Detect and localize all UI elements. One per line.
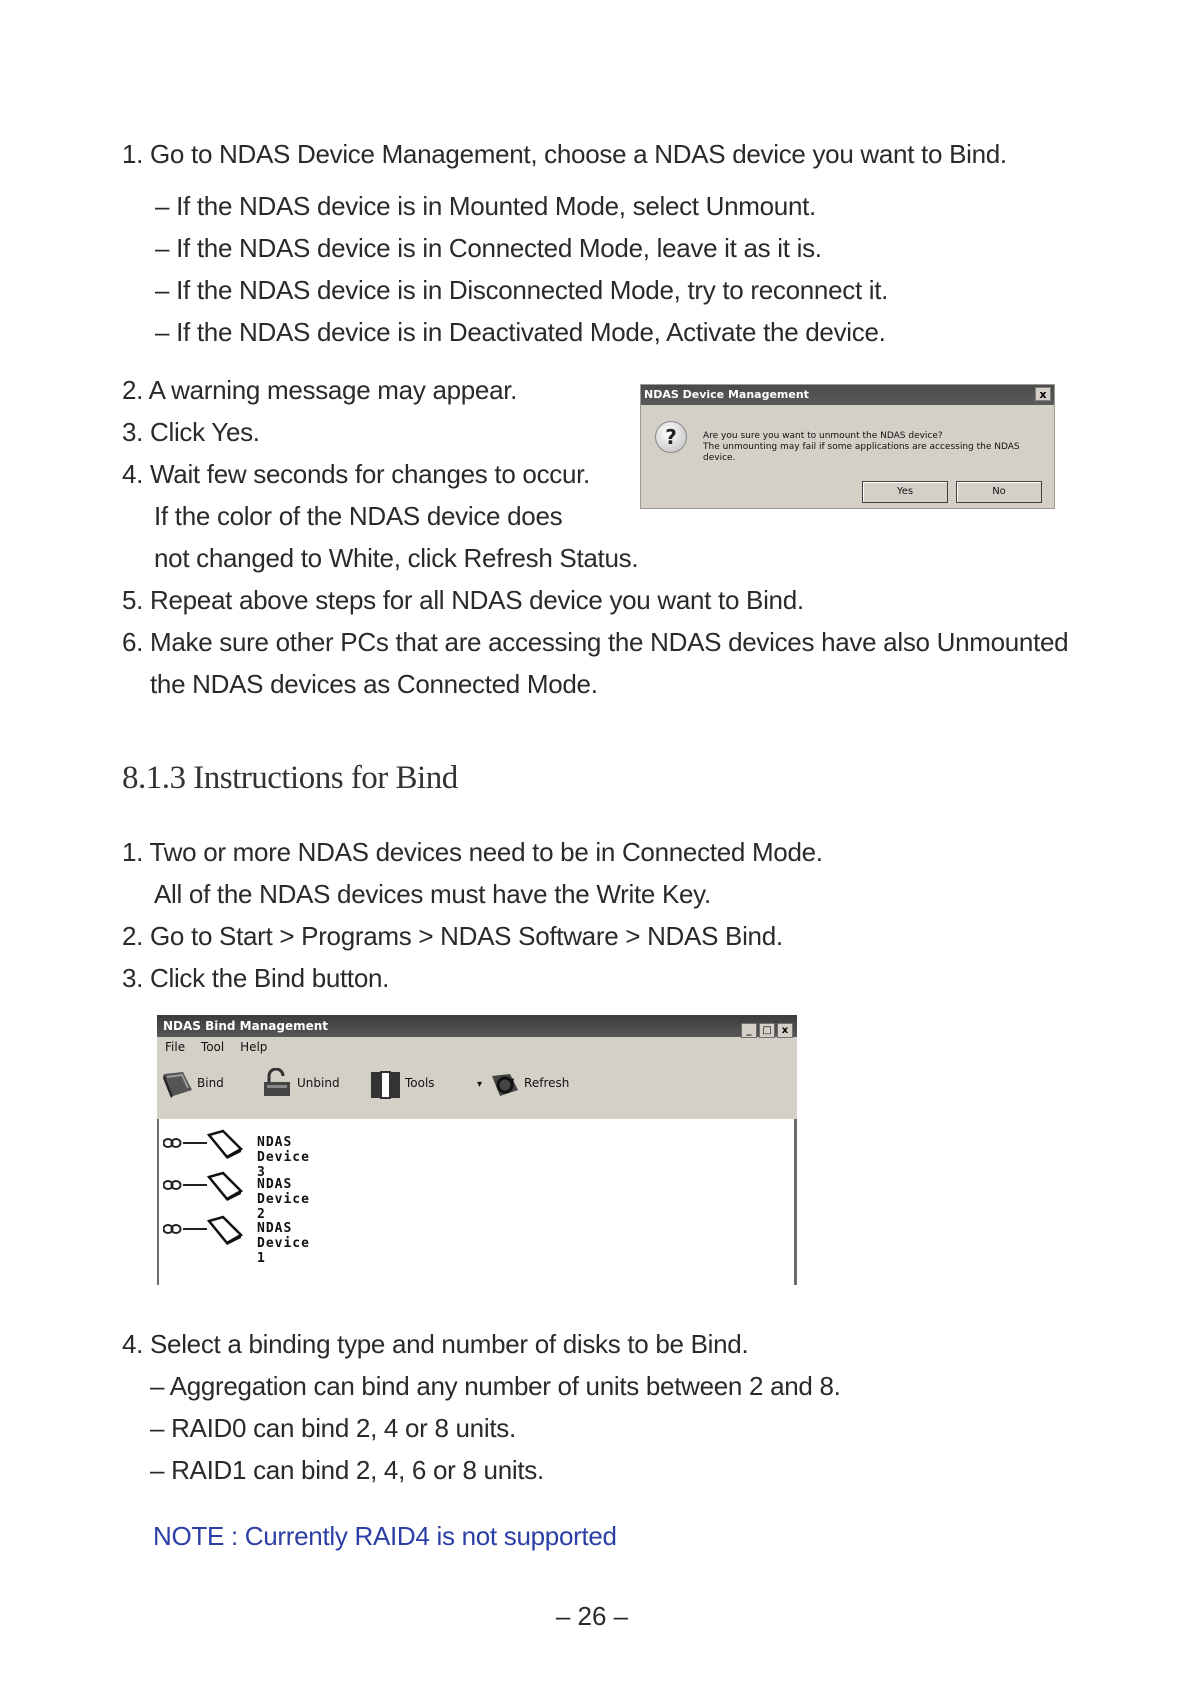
bullet-raid0: – RAID0 can bind 2, 4 or 8 units.	[150, 1413, 516, 1443]
bullet-deactivated: – If the NDAS device is in Deactivated Mode, Activate the device.	[155, 317, 886, 347]
bind-management-window	[157, 1015, 797, 1285]
refresh-icon	[488, 1068, 522, 1100]
bind-icon	[161, 1068, 195, 1100]
connector-line	[183, 1142, 207, 1145]
dialog-message-line-2: The unmounting may fail if some applications are accessing the NDAS	[703, 442, 1020, 452]
step-1: 1. Go to NDAS Device Management, choose a NDAS device you want to Bind.	[122, 139, 1007, 169]
chain-link-icon	[163, 1224, 183, 1234]
dialog-message-line-3: device.	[703, 453, 736, 463]
chain-link-icon	[163, 1138, 183, 1148]
window-title: NDAS Bind Management	[163, 1019, 329, 1033]
window-title-bar	[157, 1015, 797, 1037]
menu-help[interactable]: Help	[240, 1040, 268, 1054]
disk-icon	[205, 1129, 245, 1159]
disk-icon	[205, 1171, 245, 1201]
device-name: NDAS Device 3	[257, 1135, 310, 1180]
minimize-icon[interactable]: _	[741, 1023, 757, 1038]
device-list	[157, 1119, 797, 1285]
bind-step-1: 1. Two or more NDAS devices need to be in Connected Mode.	[122, 837, 823, 867]
dialog-title: NDAS Device Management	[644, 388, 809, 401]
bullet-connected: – If the NDAS device is in Connected Mode, leave it as it is.	[155, 233, 822, 263]
dialog-message-line-1: Are you sure you want to unmount the NDAS device?	[703, 431, 943, 441]
question-icon: ?	[655, 421, 687, 453]
dropdown-arrow-icon[interactable]: ▾	[477, 1079, 483, 1090]
tools-label: Tools	[405, 1076, 435, 1090]
disk-icon	[205, 1215, 245, 1245]
dialog-title-bar	[641, 385, 1054, 405]
no-button[interactable]: No	[956, 481, 1042, 503]
chain-link-icon	[163, 1180, 183, 1190]
maximize-icon[interactable]: □	[759, 1023, 775, 1038]
tools-icon	[369, 1068, 403, 1100]
close-icon[interactable]: x	[1035, 387, 1051, 401]
device-name: NDAS Device 1	[257, 1221, 310, 1266]
step-2: 2. A warning message may appear.	[122, 375, 518, 405]
menu-file[interactable]: File	[165, 1040, 186, 1054]
dialog-message	[703, 431, 1020, 464]
connector-line	[183, 1184, 207, 1187]
bullet-mounted: – If the NDAS device is in Mounted Mode, select Unmount.	[155, 191, 816, 221]
type-step-4: 4. Select a binding type and number of disks to be Bind.	[122, 1329, 749, 1359]
note: NOTE : Currently RAID4 is not supported	[153, 1521, 617, 1551]
close-icon[interactable]: x	[777, 1023, 793, 1038]
bullet-disconnected: – If the NDAS device is in Disconnected Mode, try to reconnect it.	[155, 275, 889, 305]
bind-button[interactable]	[161, 1065, 224, 1101]
unmount-warning-dialog	[640, 384, 1055, 509]
page-number: – 26 –	[555, 1601, 629, 1631]
step-4: 4. Wait few seconds for changes to occur.	[122, 459, 590, 489]
step-4-cont-2: not changed to White, click Refresh Status.	[154, 543, 639, 573]
yes-button[interactable]: Yes	[862, 481, 948, 503]
menu-tool[interactable]: Tool	[200, 1040, 225, 1054]
unbind-icon	[261, 1068, 295, 1100]
unbind-button[interactable]	[261, 1065, 340, 1101]
step-3: 3. Click Yes.	[122, 417, 260, 447]
bullet-raid1: – RAID1 can bind 2, 4, 6 or 8 units.	[150, 1455, 544, 1485]
connector-line	[183, 1228, 207, 1231]
unbind-label: Unbind	[297, 1076, 340, 1090]
step-6-cont: the NDAS devices as Connected Mode.	[150, 669, 598, 699]
refresh-label: Refresh	[524, 1076, 570, 1090]
refresh-button[interactable]	[477, 1065, 569, 1101]
step-5: 5. Repeat above steps for all NDAS device you want to Bind.	[122, 585, 804, 615]
step-6: 6. Make sure other PCs that are accessing the NDAS devices have also Unmounted	[122, 627, 1069, 657]
bullet-aggregation: – Aggregation can bind any number of units between 2 and 8.	[150, 1371, 841, 1401]
device-name: NDAS Device 2	[257, 1177, 310, 1222]
window-controls	[739, 1018, 793, 1040]
step-4-cont-1: If the color of the NDAS device does	[154, 501, 563, 531]
bind-step-2: 2. Go to Start > Programs > NDAS Software > NDAS Bind.	[122, 921, 783, 951]
bind-step-3: 3. Click the Bind button.	[122, 963, 390, 993]
toolbar	[157, 1057, 797, 1107]
bind-label: Bind	[197, 1076, 224, 1090]
menu-bar	[157, 1037, 797, 1057]
bind-step-1-cont: All of the NDAS devices must have the Write Key.	[154, 879, 711, 909]
tools-button[interactable]	[369, 1065, 435, 1101]
section-heading: 8.1.3 Instructions for Bind	[122, 760, 458, 796]
